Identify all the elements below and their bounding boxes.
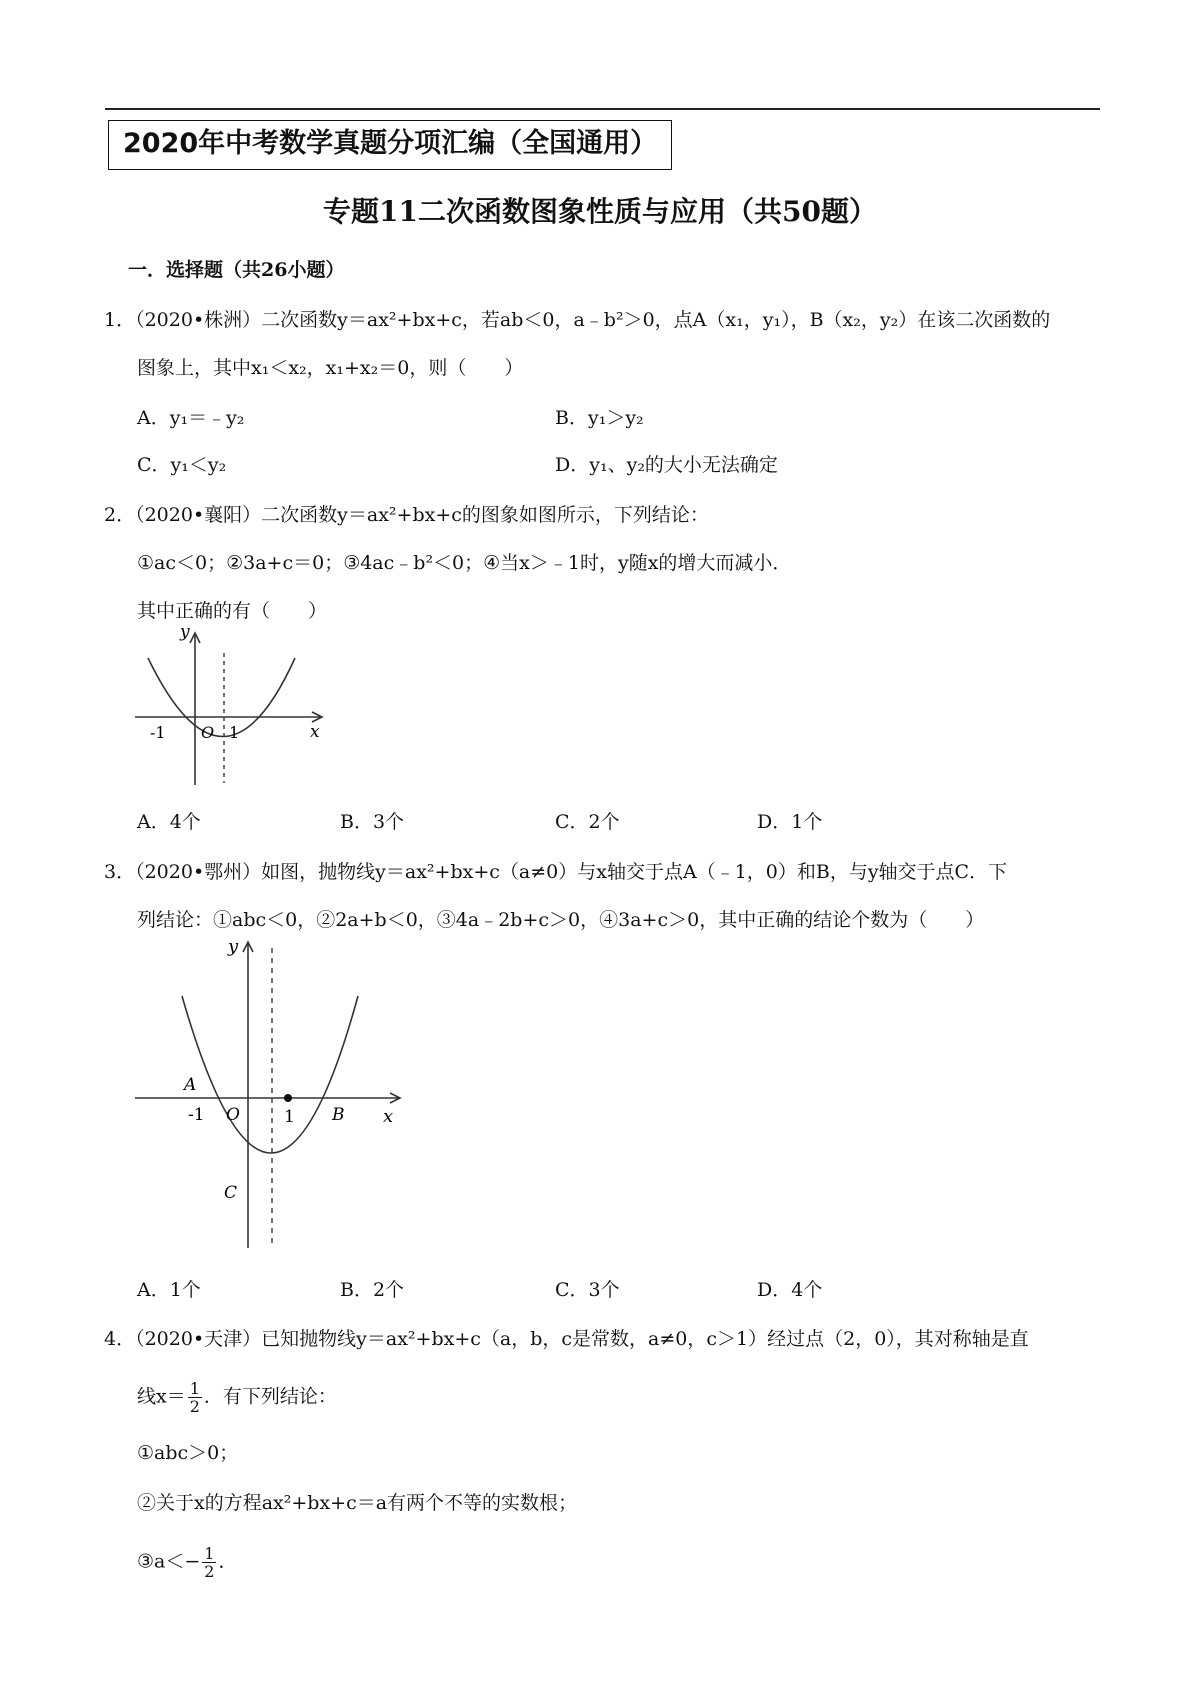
q4-item-2: ②关于x的方程ax²+bx+c＝a有两个不等的实数根； <box>137 1492 578 1514</box>
q1-option-a: A．y₁＝﹣y₂ <box>137 407 245 429</box>
collection-title: 2020年中考数学真题分项汇编（全国通用） <box>108 120 672 170</box>
q3-one-label: 1 <box>284 1107 295 1127</box>
q4-stem-line2 <box>137 1380 337 1415</box>
q4-line2-suffix: ．有下列结论： <box>203 1385 337 1408</box>
q3-stem-line1: 3．（2020•鄂州）如图，抛物线y＝ax²+bx+c（a≠0）与x轴交于点A（﹣1，0）和B，与y轴交于点C．下 <box>104 861 1008 883</box>
q3-stem-line2: 列结论：①abc＜0，②2a+b＜0，③4a﹣2b+c＞0，④3a+c＞0，其中正确的结论个数为（ ） <box>137 909 985 931</box>
q2-option-d: D．1个 <box>757 811 823 833</box>
q3-graph <box>130 930 410 1250</box>
q1-stem-line2: 图象上，其中x₁＜x₂，x₁+x₂＝0，则（ ） <box>137 357 524 379</box>
q4-item3-fraction <box>202 1545 216 1580</box>
q4-item3-prefix: ③a＜− <box>137 1550 201 1573</box>
q4-fraction-half <box>188 1380 202 1415</box>
q4-item3-den: 2 <box>204 1562 215 1581</box>
q1-option-b: B．y₁＞y₂ <box>555 407 644 429</box>
section-title: 一．选择题（共26小题） <box>128 259 345 281</box>
q4-line2-prefix: 线x＝ <box>137 1385 186 1408</box>
q3-x-label: x <box>383 1106 394 1127</box>
q4-item3-num: 1 <box>204 1544 215 1563</box>
q4-item3-suffix: ． <box>218 1550 238 1573</box>
q4-fraction-den: 2 <box>189 1397 200 1416</box>
header-rule <box>105 108 1100 110</box>
q1-stem-line1: 1．（2020•株洲）二次函数y＝ax²+bx+c，若ab＜0，a﹣b²＞0，点A（x₁，y₁），B（x₂，y₂）在该二次函数的 <box>104 309 1051 331</box>
q2-x-label: x <box>310 722 320 742</box>
q3-option-d: D．4个 <box>757 1279 823 1301</box>
q3-parabola <box>182 996 358 1153</box>
q2-y-label: y <box>180 625 190 642</box>
q2-one-label: 1 <box>229 723 240 742</box>
q4-fraction-num: 1 <box>189 1379 200 1398</box>
q2-neg-one-label: -1 <box>150 723 166 742</box>
q3-origin-label: O <box>226 1105 240 1125</box>
q1-option-d: D．y₁、y₂的大小无法确定 <box>555 454 778 476</box>
q3-option-b: B．2个 <box>340 1279 405 1301</box>
q1-option-c: C．y₁＜y₂ <box>137 454 227 476</box>
topic-title: 专题11二次函数图象性质与应用（共50题） <box>323 195 877 228</box>
q2-stem-line2: ①ac＜0；②3a+c＝0；③4ac﹣b²＜0；④当x＞﹣1时，y随x的增大而减小． <box>137 552 792 574</box>
q2-origin-label: O <box>201 723 215 742</box>
q2-graph <box>130 625 330 790</box>
q2-stem-line1: 2．（2020•襄阳）二次函数y＝ax²+bx+c的图象如图所示，下列结论： <box>104 504 709 526</box>
q2-option-c: C．2个 <box>555 811 620 833</box>
q4-item-1: ①abc＞0； <box>137 1442 239 1464</box>
q2-stem-line3: 其中正确的有（ ） <box>137 600 328 622</box>
q2-option-b: B．3个 <box>340 811 405 833</box>
q3-c-label: C <box>224 1183 238 1203</box>
q2-option-a: A．4个 <box>137 811 201 833</box>
q4-item-3 <box>137 1545 237 1580</box>
q3-b-label: B <box>332 1105 345 1125</box>
q3-option-c: C．3个 <box>555 1279 620 1301</box>
q3-y-label: y <box>228 936 239 957</box>
q3-option-a: A．1个 <box>137 1279 201 1301</box>
q2-parabola <box>148 658 295 737</box>
q3-point-one <box>284 1094 292 1102</box>
q4-stem-line1: 4．（2020•天津）已知抛物线y＝ax²+bx+c（a，b，c是常数，a≠0，c＞1）经过点（2，0），其对称轴是直 <box>104 1328 1029 1350</box>
q3-neg-one-label: -1 <box>188 1105 205 1125</box>
q3-a-label: A <box>184 1075 197 1095</box>
